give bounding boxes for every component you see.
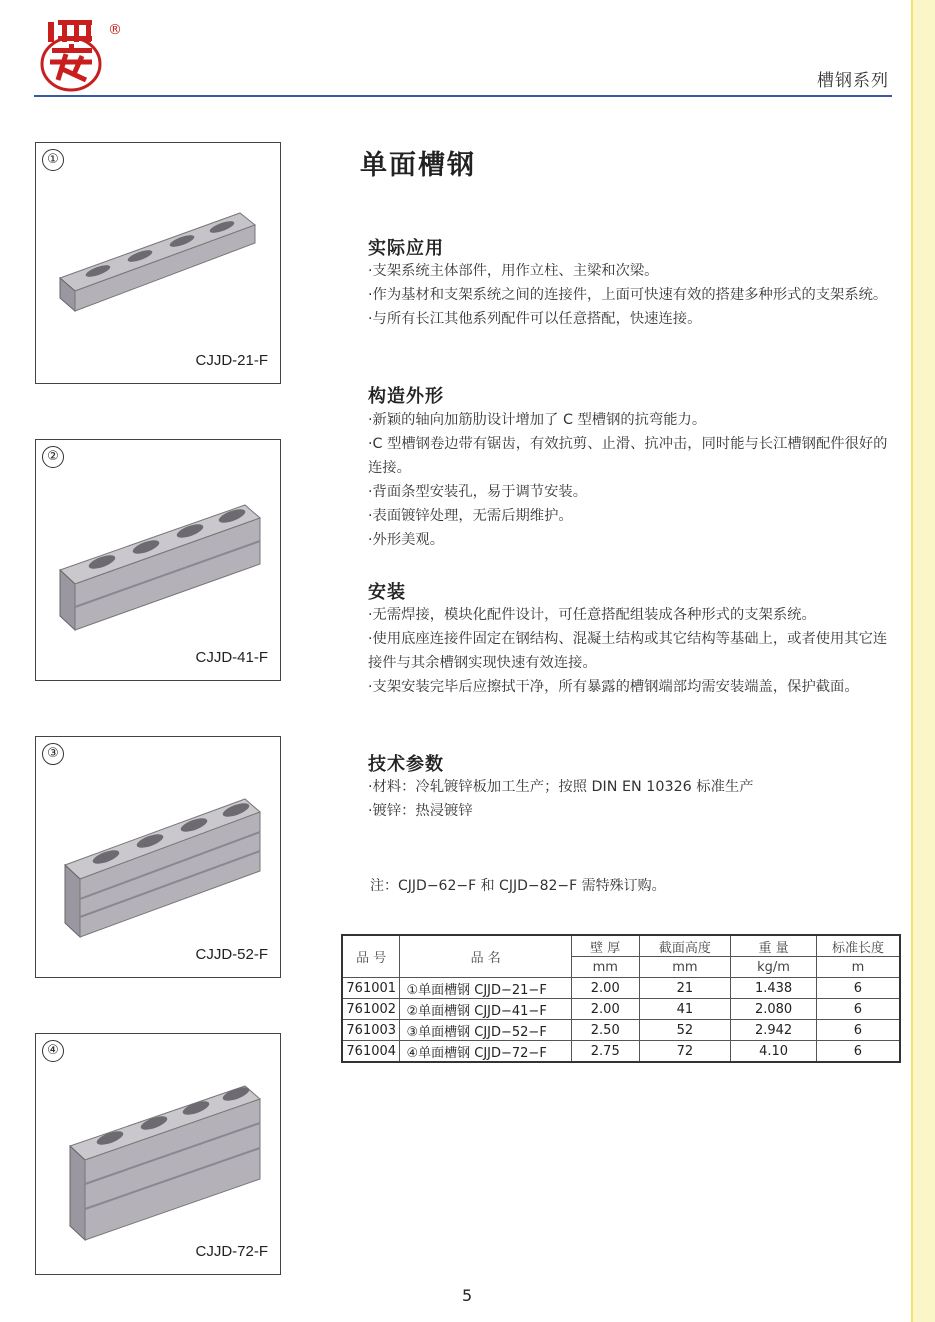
col-header-name: 品 名 [400,935,571,978]
unit-height: mm [639,957,731,978]
bullet-line: ·材料：冷轧镀锌板加工生产；按照 DIN EN 10326 标准生产 [368,779,754,795]
product-card-4 [35,1033,281,1275]
cell-weight: 1.438 [731,978,817,999]
cell-wall: 2.00 [571,999,639,1020]
bullet-line: ·镀锌：热浸镀锌 [368,803,473,819]
col-header-weight: 重 量 [731,935,817,957]
table-row [342,999,900,1020]
cell-code: 761001 [342,978,400,999]
spec-table [341,934,901,1063]
cell-code: 761004 [342,1041,400,1063]
cell-name: ②单面槽钢 CJJD−41−F [400,999,571,1020]
section-heading-structure: 构造外形 [368,386,444,407]
section-body-structure [340,408,890,552]
product-model: CJJD-72-F [195,1243,268,1260]
product-card-3 [35,736,281,978]
cell-length: 6 [816,1041,900,1063]
cell-name: ③单面槽钢 CJJD−52−F [400,1020,571,1041]
cell-code: 761003 [342,1020,400,1041]
bullet-line: ·表面镀锌处理，无需后期维护。 [368,508,573,524]
col-header-height: 截面高度 [639,935,731,957]
product-index: ④ [42,1040,64,1062]
table-row [342,978,900,999]
page-edge-strip [911,0,935,1322]
col-header-code: 品 号 [342,935,400,978]
cell-weight: 2.942 [731,1020,817,1041]
section-body-application [340,259,890,331]
unit-weight: kg/m [731,957,817,978]
product-model: CJJD-41-F [195,649,268,666]
unit-length: m [816,957,900,978]
cell-wall: 2.50 [571,1020,639,1041]
cell-length: 6 [816,978,900,999]
bullet-line: ·使用底座连接件固定在钢结构、混凝土结构或其它结构等基础上，或者使用其它连接件与其余槽钢实现快速有效连接。 [368,631,888,671]
product-model: CJJD-52-F [195,946,268,963]
cell-code: 761002 [342,999,400,1020]
page-title: 单面槽钢 [360,150,476,181]
col-header-wall: 壁 厚 [571,935,639,957]
cell-height: 72 [639,1041,731,1063]
registered-mark: ® [108,22,122,38]
section-body-install [340,603,890,699]
section-heading-tech: 技术参数 [368,754,444,775]
bullet-line: ·外形美观。 [368,532,445,548]
cell-name: ④单面槽钢 CJJD−72−F [400,1041,571,1063]
bullet-line: ·C 型槽钢卷边带有锯齿，有效抗剪、止滑、抗冲击，同时能与长江槽钢配件很好的连接。 [368,436,888,476]
unit-wall: mm [571,957,639,978]
bullet-line: ·新颖的轴向加筋肋设计增加了 C 型槽钢的抗弯能力。 [368,412,707,428]
channel-steel-image [50,777,270,947]
bullet-line: ·支架系统主体部件，用作立柱、主梁和次梁。 [368,263,659,279]
series-title: 槽钢系列 [817,71,889,91]
product-index: ③ [42,743,64,765]
channel-steel-image [50,480,270,640]
bullet-line: ·与所有长江其他系列配件可以任意搭配，快速连接。 [368,311,702,327]
cell-height: 41 [639,999,731,1020]
product-model: CJJD-21-F [195,352,268,369]
order-note: 注：CJJD−62−F 和 CJJD−82−F 需特殊订购。 [370,878,666,894]
brand-logo-icon [38,18,104,92]
header-divider [34,95,892,97]
cell-wall: 2.00 [571,978,639,999]
bullet-line: ·背面条型安装孔，易于调节安装。 [368,484,587,500]
table-row [342,1020,900,1041]
product-index: ② [42,446,64,468]
product-index: ① [42,149,64,171]
cell-name: ①单面槽钢 CJJD−21−F [400,978,571,999]
cell-height: 52 [639,1020,731,1041]
channel-steel-image [50,1074,270,1244]
cell-wall: 2.75 [571,1041,639,1063]
channel-steel-image [50,183,270,343]
page-number: 5 [462,1286,473,1305]
table-row [342,1041,900,1063]
cell-height: 21 [639,978,731,999]
cell-length: 6 [816,1020,900,1041]
cell-weight: 2.080 [731,999,817,1020]
col-header-length: 标准长度 [816,935,900,957]
bullet-line: ·支架安装完毕后应擦拭干净，所有暴露的槽钢端部均需安装端盖，保护截面。 [368,679,859,695]
cell-weight: 4.10 [731,1041,817,1063]
section-body-tech [340,775,890,823]
section-heading-install: 安装 [368,582,406,603]
cell-length: 6 [816,999,900,1020]
bullet-line: ·作为基材和支架系统之间的连接件，上面可快速有效的搭建多种形式的支架系统。 [368,287,888,303]
bullet-line: ·无需焊接，模块化配件设计，可任意搭配组装成各种形式的支架系统。 [368,607,816,623]
product-card-1 [35,142,281,384]
section-heading-application: 实际应用 [368,238,444,259]
product-card-2 [35,439,281,681]
